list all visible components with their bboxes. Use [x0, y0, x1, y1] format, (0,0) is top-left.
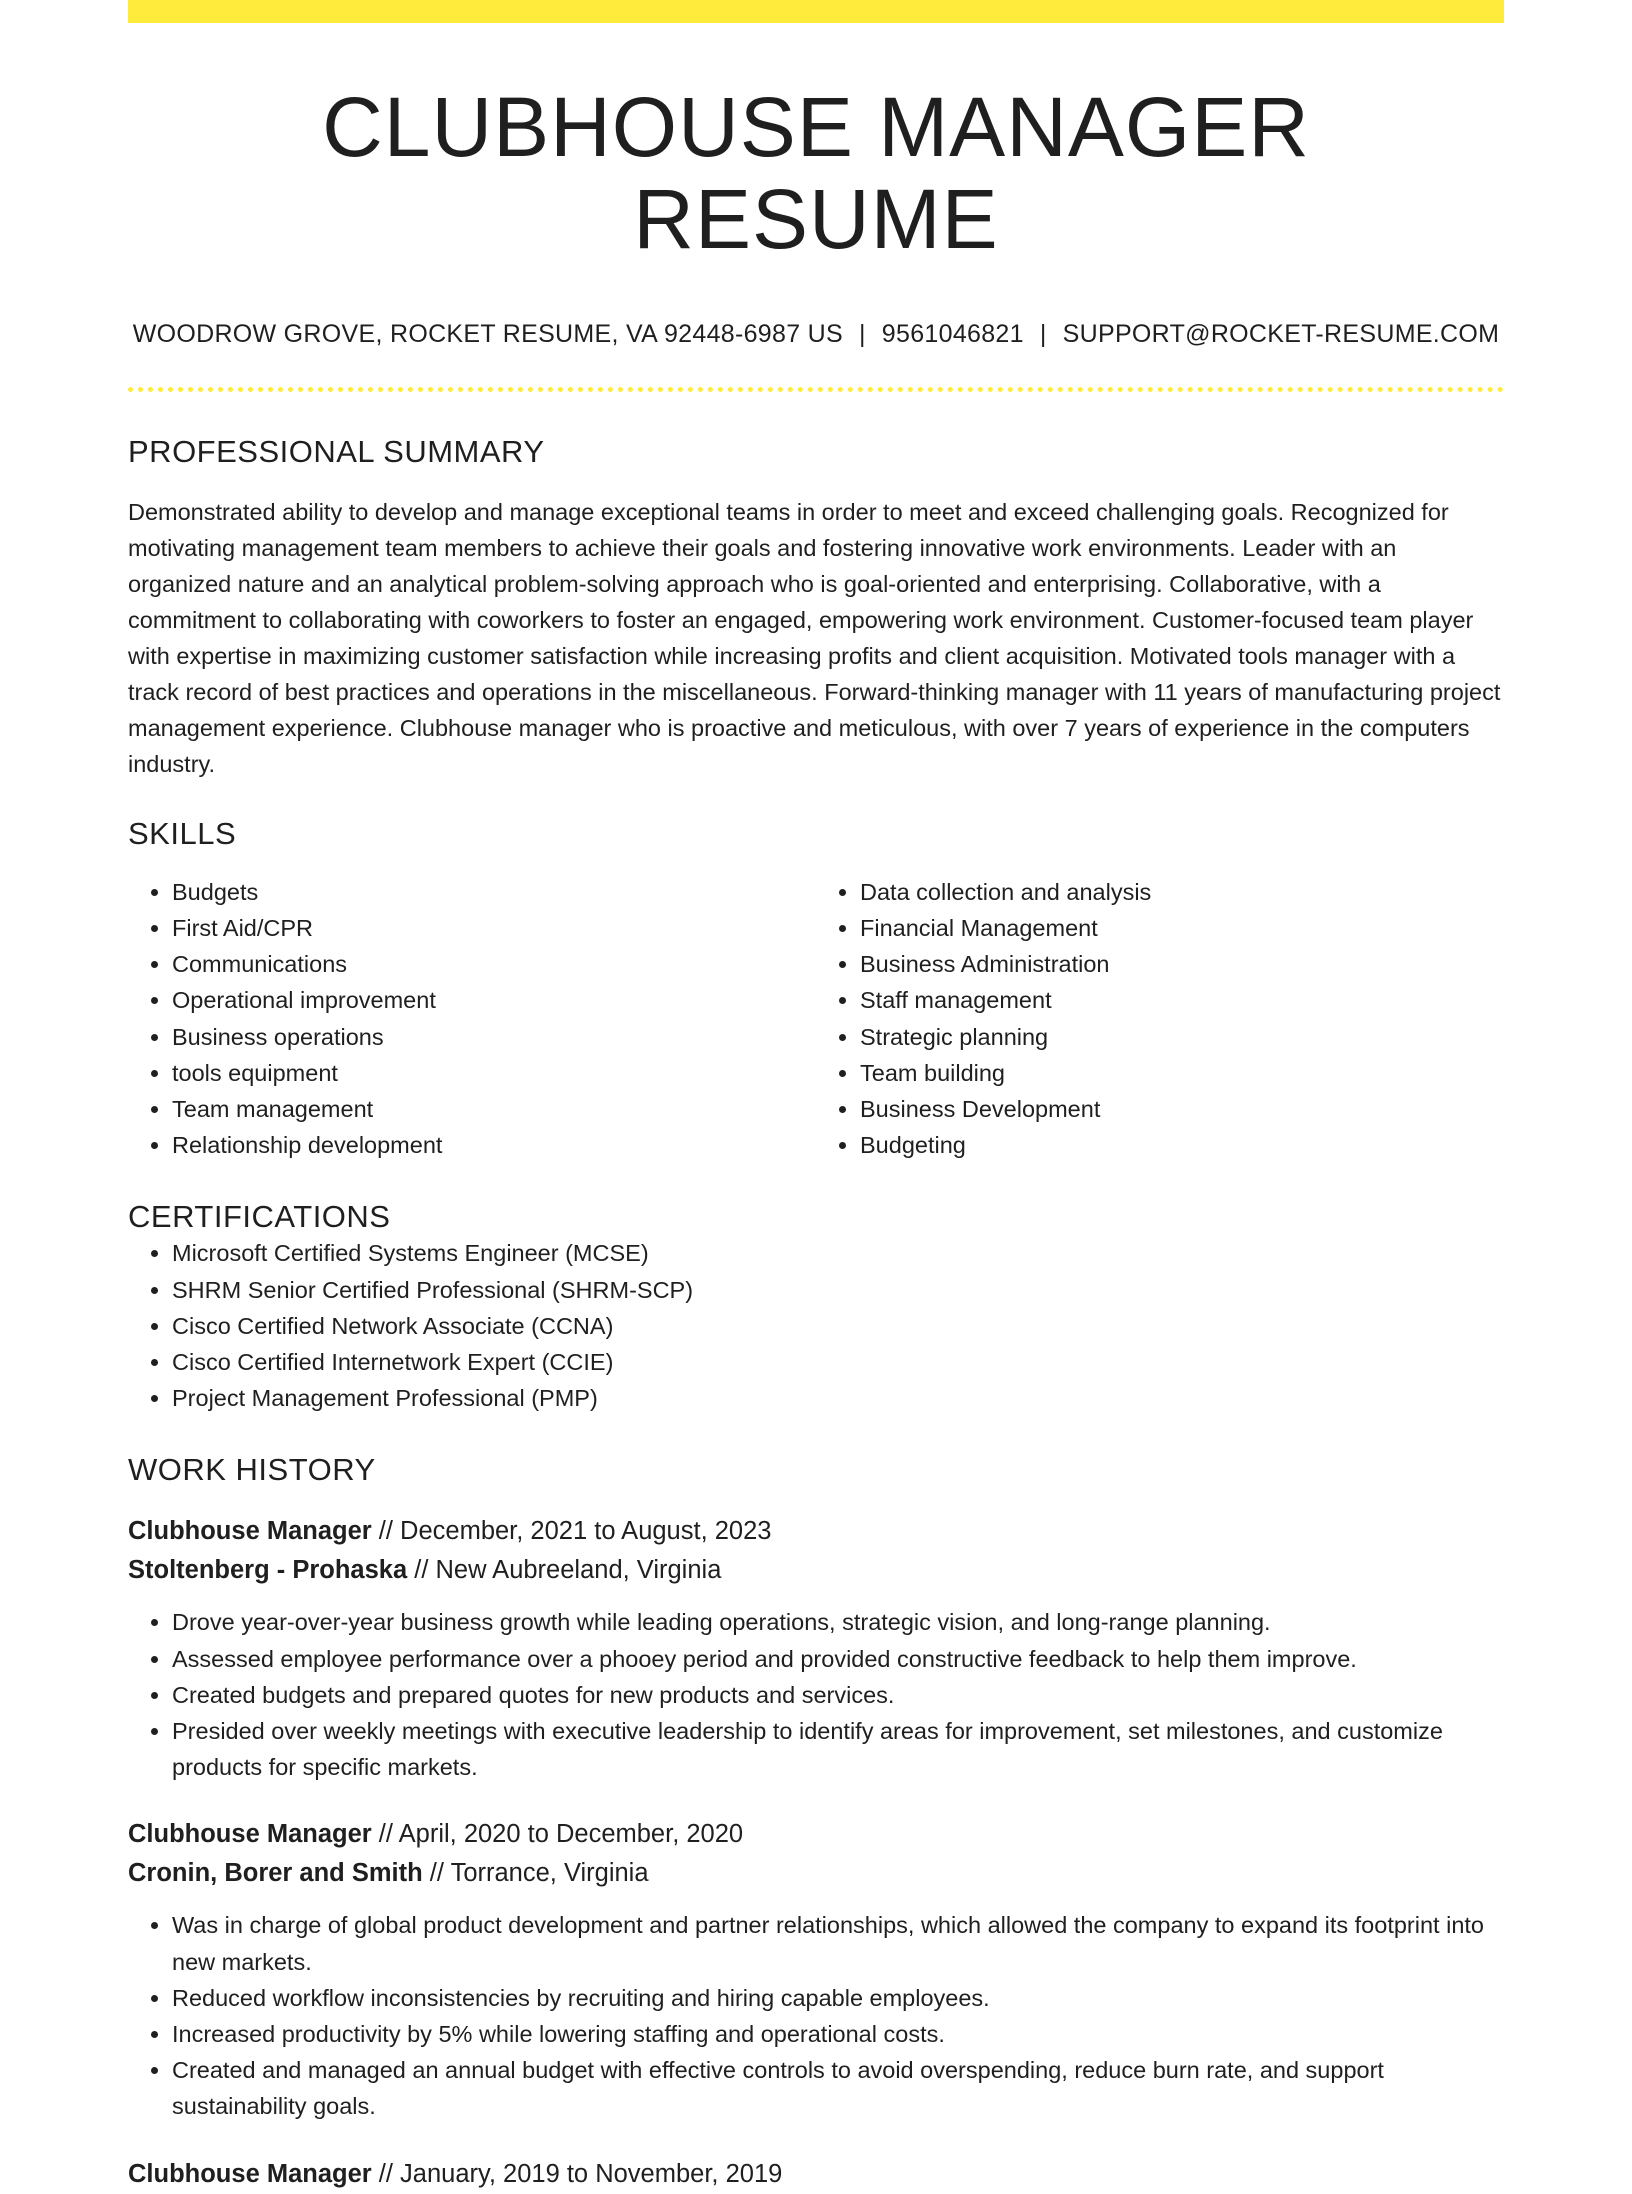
skill-item: • Staff management	[860, 982, 1504, 1018]
skills-list-left	[128, 874, 816, 1164]
contact-phone: 9561046821	[881, 319, 1024, 348]
job-location: // New Aubreeland, Virginia	[407, 1556, 722, 1585]
job-duties-list	[128, 1907, 1504, 2124]
certification-item: • Cisco Certified Internetwork Expert (CCIE)	[172, 1344, 1504, 1380]
skill-item: • Team building	[860, 1055, 1504, 1091]
skill-item: • Budgeting	[860, 1127, 1504, 1163]
job-duty-item: • Assessed employee performance over a phooey period and provided constructive feedback to help them improve.	[172, 1641, 1504, 1677]
skill-item: • First Aid/CPR	[172, 910, 816, 946]
skills-columns	[128, 874, 1504, 1164]
skill-item: • Budgets	[172, 874, 816, 910]
job-duty-item: • Drove year-over-year business growth while leading operations, strategic vision, and long-range planning.	[172, 1604, 1504, 1640]
certification-item: • Project Management Professional (PMP)	[172, 1380, 1504, 1416]
contact-line	[128, 320, 1504, 349]
job-title-line	[128, 1815, 1504, 1854]
summary-heading: PROFESSIONAL SUMMARY	[128, 433, 545, 469]
contact-separator: |	[1039, 319, 1047, 348]
job-location: // Torrance, Virginia	[422, 1859, 649, 1888]
certification-item: • SHRM Senior Certified Professional (SHRM-SCP)	[172, 1272, 1504, 1308]
skill-item: • Business Administration	[860, 946, 1504, 982]
skills-list-right	[816, 874, 1504, 1164]
job-entry	[128, 1512, 1504, 1785]
skill-item: • Data collection and analysis	[860, 874, 1504, 910]
skill-item: • Business operations	[172, 1019, 816, 1055]
contact-separator: |	[859, 319, 866, 348]
dotted-divider	[128, 387, 1504, 392]
certification-item: • Microsoft Certified Systems Engineer (MCSE)	[172, 1235, 1504, 1271]
job-title: Clubhouse Manager	[128, 2159, 372, 2188]
job-duty-item: • Created and managed an annual budget with effective controls to avoid overspending, reduce burn rate, and support sustainability goals.	[172, 2052, 1504, 2124]
job-company: Cronin, Borer and Smith	[128, 1859, 423, 1888]
job-dates: // December, 2021 to August, 2023	[371, 1517, 772, 1546]
contact-address: WOODROW GROVE, ROCKET RESUME, VA 92448-6987 US	[132, 319, 843, 348]
job-duties-list	[128, 1604, 1504, 1785]
resume-title: CLUBHOUSE MANAGER RESUME	[322, 80, 1310, 267]
skill-item: • Financial Management	[860, 910, 1504, 946]
job-dates: // January, 2019 to November, 2019	[371, 2159, 783, 2188]
summary-text: Demonstrated ability to develop and manage exceptional teams in order to meet and exceed challenging goals. Recognized for motivating management team members to achieve their goals and fostering innovative work environments. Leader with an organized nature and an analytical problem-solving approach who is goal-oriented and enterprising. Collaborative, with a commitment to collaborating with coworkers to foster an engaged, empowering work environment. Customer-focused team player with expertise in maximizing customer satisfaction while increasing profits and client acquisition. Motivated tools manager with a track record of best practices and operations in the miscellaneous. Forward-thinking manager with 11 years of manufacturing project management experience. Clubhouse manager who is proactive and meticulous, with over 7 years of experience in the computers industry.	[128, 498, 1501, 777]
job-duty-item: • Reduced workflow inconsistencies by recruiting and hiring capable employees.	[172, 1980, 1504, 2016]
certifications-heading: CERTIFICATIONS	[128, 1199, 391, 1235]
skills-heading: SKILLS	[128, 815, 237, 851]
job-title-line	[128, 1512, 1504, 1551]
job-duty-item: • Created budgets and prepared quotes for new products and services.	[172, 1677, 1504, 1713]
resume-page	[128, 0, 1504, 2194]
job-company-line	[128, 1551, 1504, 1590]
job-entry	[128, 2155, 1504, 2194]
job-company: Stoltenberg - Prohaska	[128, 1556, 408, 1585]
work-history-heading: WORK HISTORY	[128, 1452, 376, 1488]
job-company-line	[128, 1854, 1504, 1893]
job-title-line	[128, 2155, 1504, 2194]
certifications-list	[128, 1235, 1504, 1416]
skill-item: • Operational improvement	[172, 982, 816, 1018]
job-duty-item: • Increased productivity by 5% while lowering staffing and operational costs.	[172, 2016, 1504, 2052]
skill-item: • Relationship development	[172, 1127, 816, 1163]
skill-item: • Business Development	[860, 1091, 1504, 1127]
skill-item: • Team management	[172, 1091, 816, 1127]
skill-item: • Strategic planning	[860, 1019, 1504, 1055]
job-entry	[128, 1815, 1504, 2124]
skill-item: • Communications	[172, 946, 816, 982]
skill-item: • tools equipment	[172, 1055, 816, 1091]
job-duty-item: • Was in charge of global product development and partner relationships, which allowed the company to expand its footprint into new markets.	[172, 1907, 1504, 1979]
job-duty-item: • Presided over weekly meetings with executive leadership to identify areas for improvement, set milestones, and customize products for specific markets.	[172, 1713, 1504, 1785]
work-history-list	[128, 1512, 1504, 2193]
job-dates: // April, 2020 to December, 2020	[371, 1820, 744, 1849]
job-title: Clubhouse Manager	[128, 1517, 372, 1546]
job-title: Clubhouse Manager	[128, 1820, 372, 1849]
contact-email: SUPPORT@ROCKET-RESUME.COM	[1062, 319, 1500, 348]
certification-item: • Cisco Certified Network Associate (CCNA)	[172, 1308, 1504, 1344]
accent-top-bar	[128, 0, 1504, 23]
